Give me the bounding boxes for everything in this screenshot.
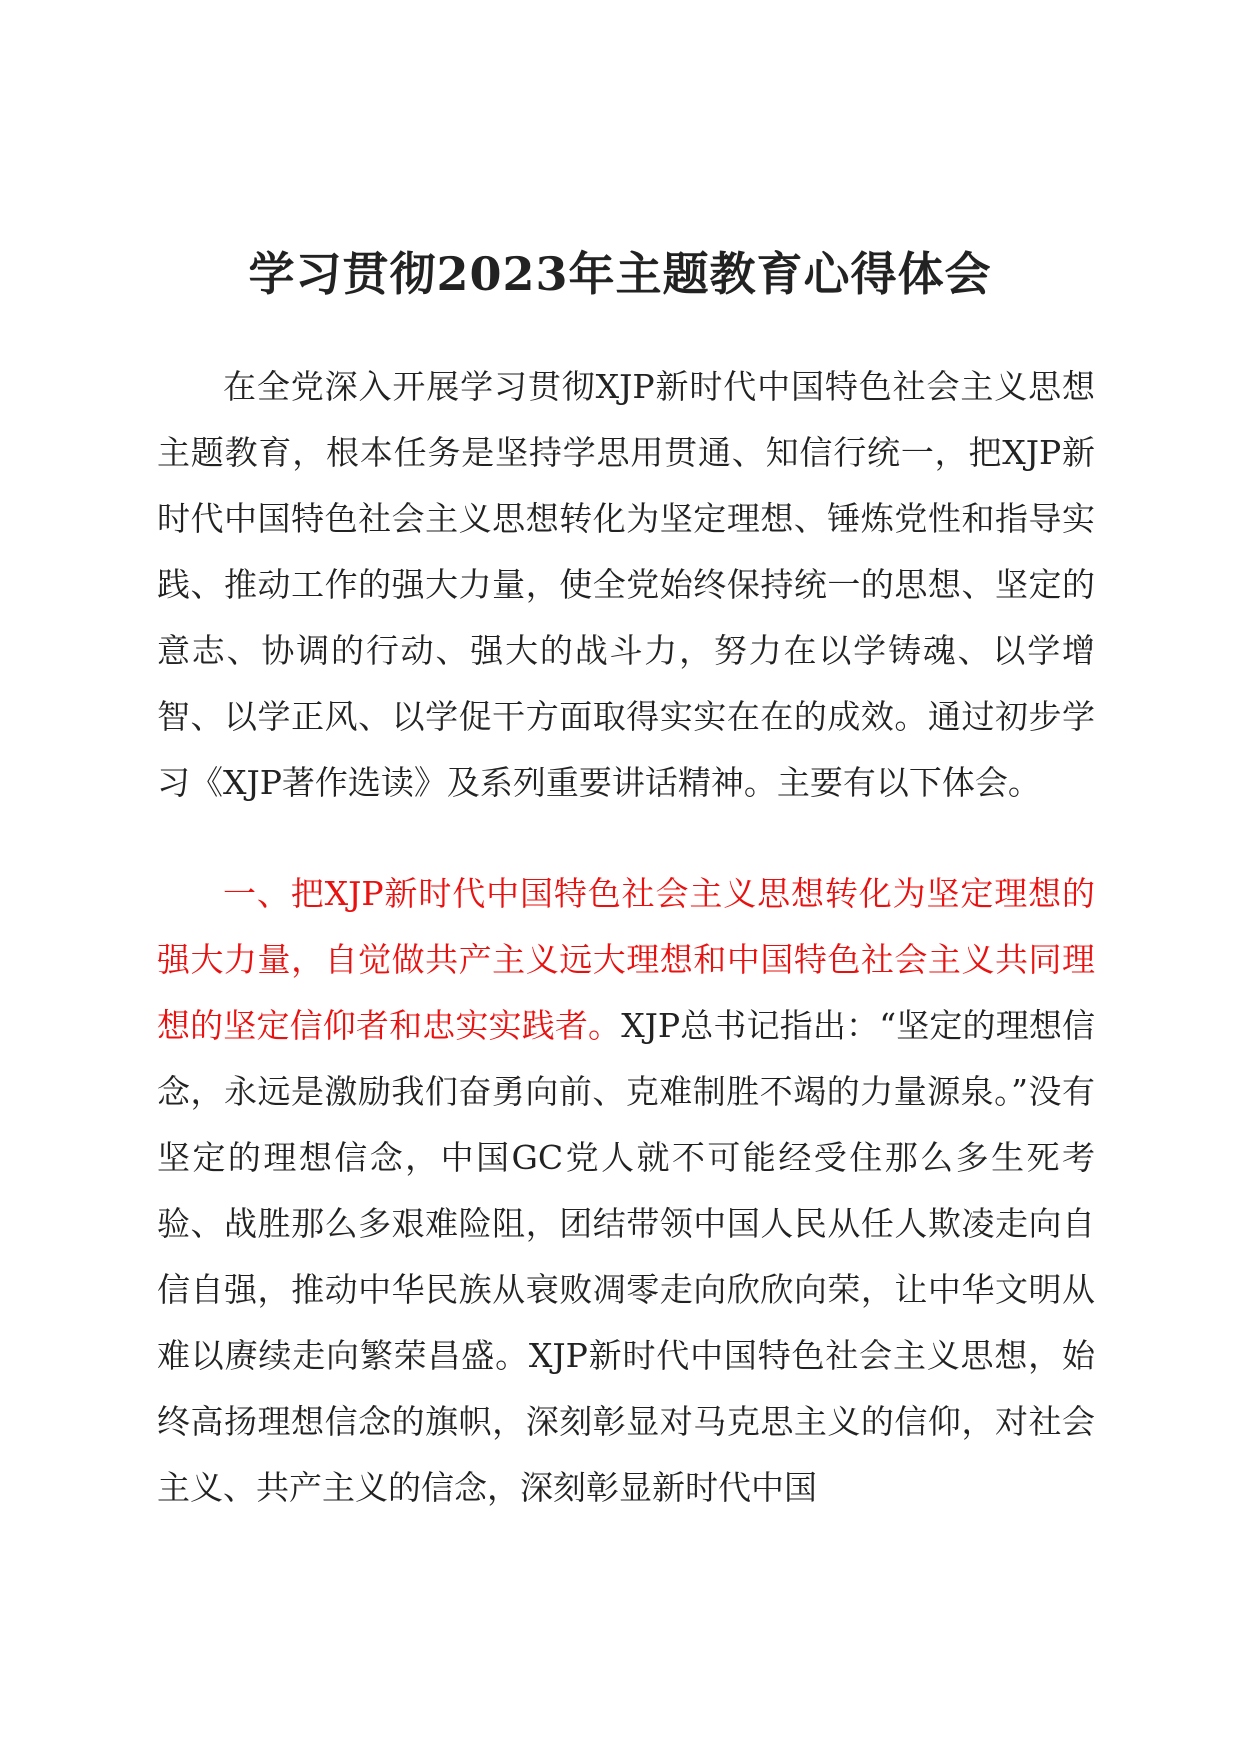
document-title: 学习贯彻2023年主题教育心得体会 xyxy=(248,247,992,301)
paragraph-intro: 在全党深入开展学习贯彻XJP新时代中国特色社会主义思想主题教育，根本任务是坚持学思用贯通、知信行统一，把XJP新时代中国特色社会主义思想转化为坚定理想、锤炼党性和指导实践、推动工作的强大力量，使全党始终保持统一的思想、坚定的意志、协调的行动、强大的战斗力，努力在以学铸魂、以学增智、以学正风、以学促干方面取得实实在在的成效。通过初步学习《XJP著作选读》及系列重要讲话精神。主要有以下体会。 xyxy=(157,367,1095,802)
paragraph-section-one xyxy=(157,861,1095,1521)
section-one-heading: 一、把XJP新时代中国特色社会主义思想转化为坚定理想的强大力量，自觉做共产主义远大理想和中国特色社会主义共同理想的坚定信仰者和忠实实践者。 xyxy=(157,874,1095,1045)
section-one-body: XJP总书记指出：“坚定的理想信念，永远是激励我们奋勇向前、克难制胜不竭的力量源泉。”没有坚定的理想信念，中国GC党人就不可能经受住那么多生死考验、战胜那么多艰难险阻，团结带领中国人民从任人欺凌走向自信自强，推动中华民族从衰败凋零走向欣欣向荣，让中华文明从难以赓续走向繁荣昌盛。XJP新时代中国特色社会主义思想，始终高扬理想信念的旗帜，深刻彰显对马克思主义的信仰，对社会主义、共产主义的信念，深刻彰显新时代中国 xyxy=(157,1006,1096,1507)
